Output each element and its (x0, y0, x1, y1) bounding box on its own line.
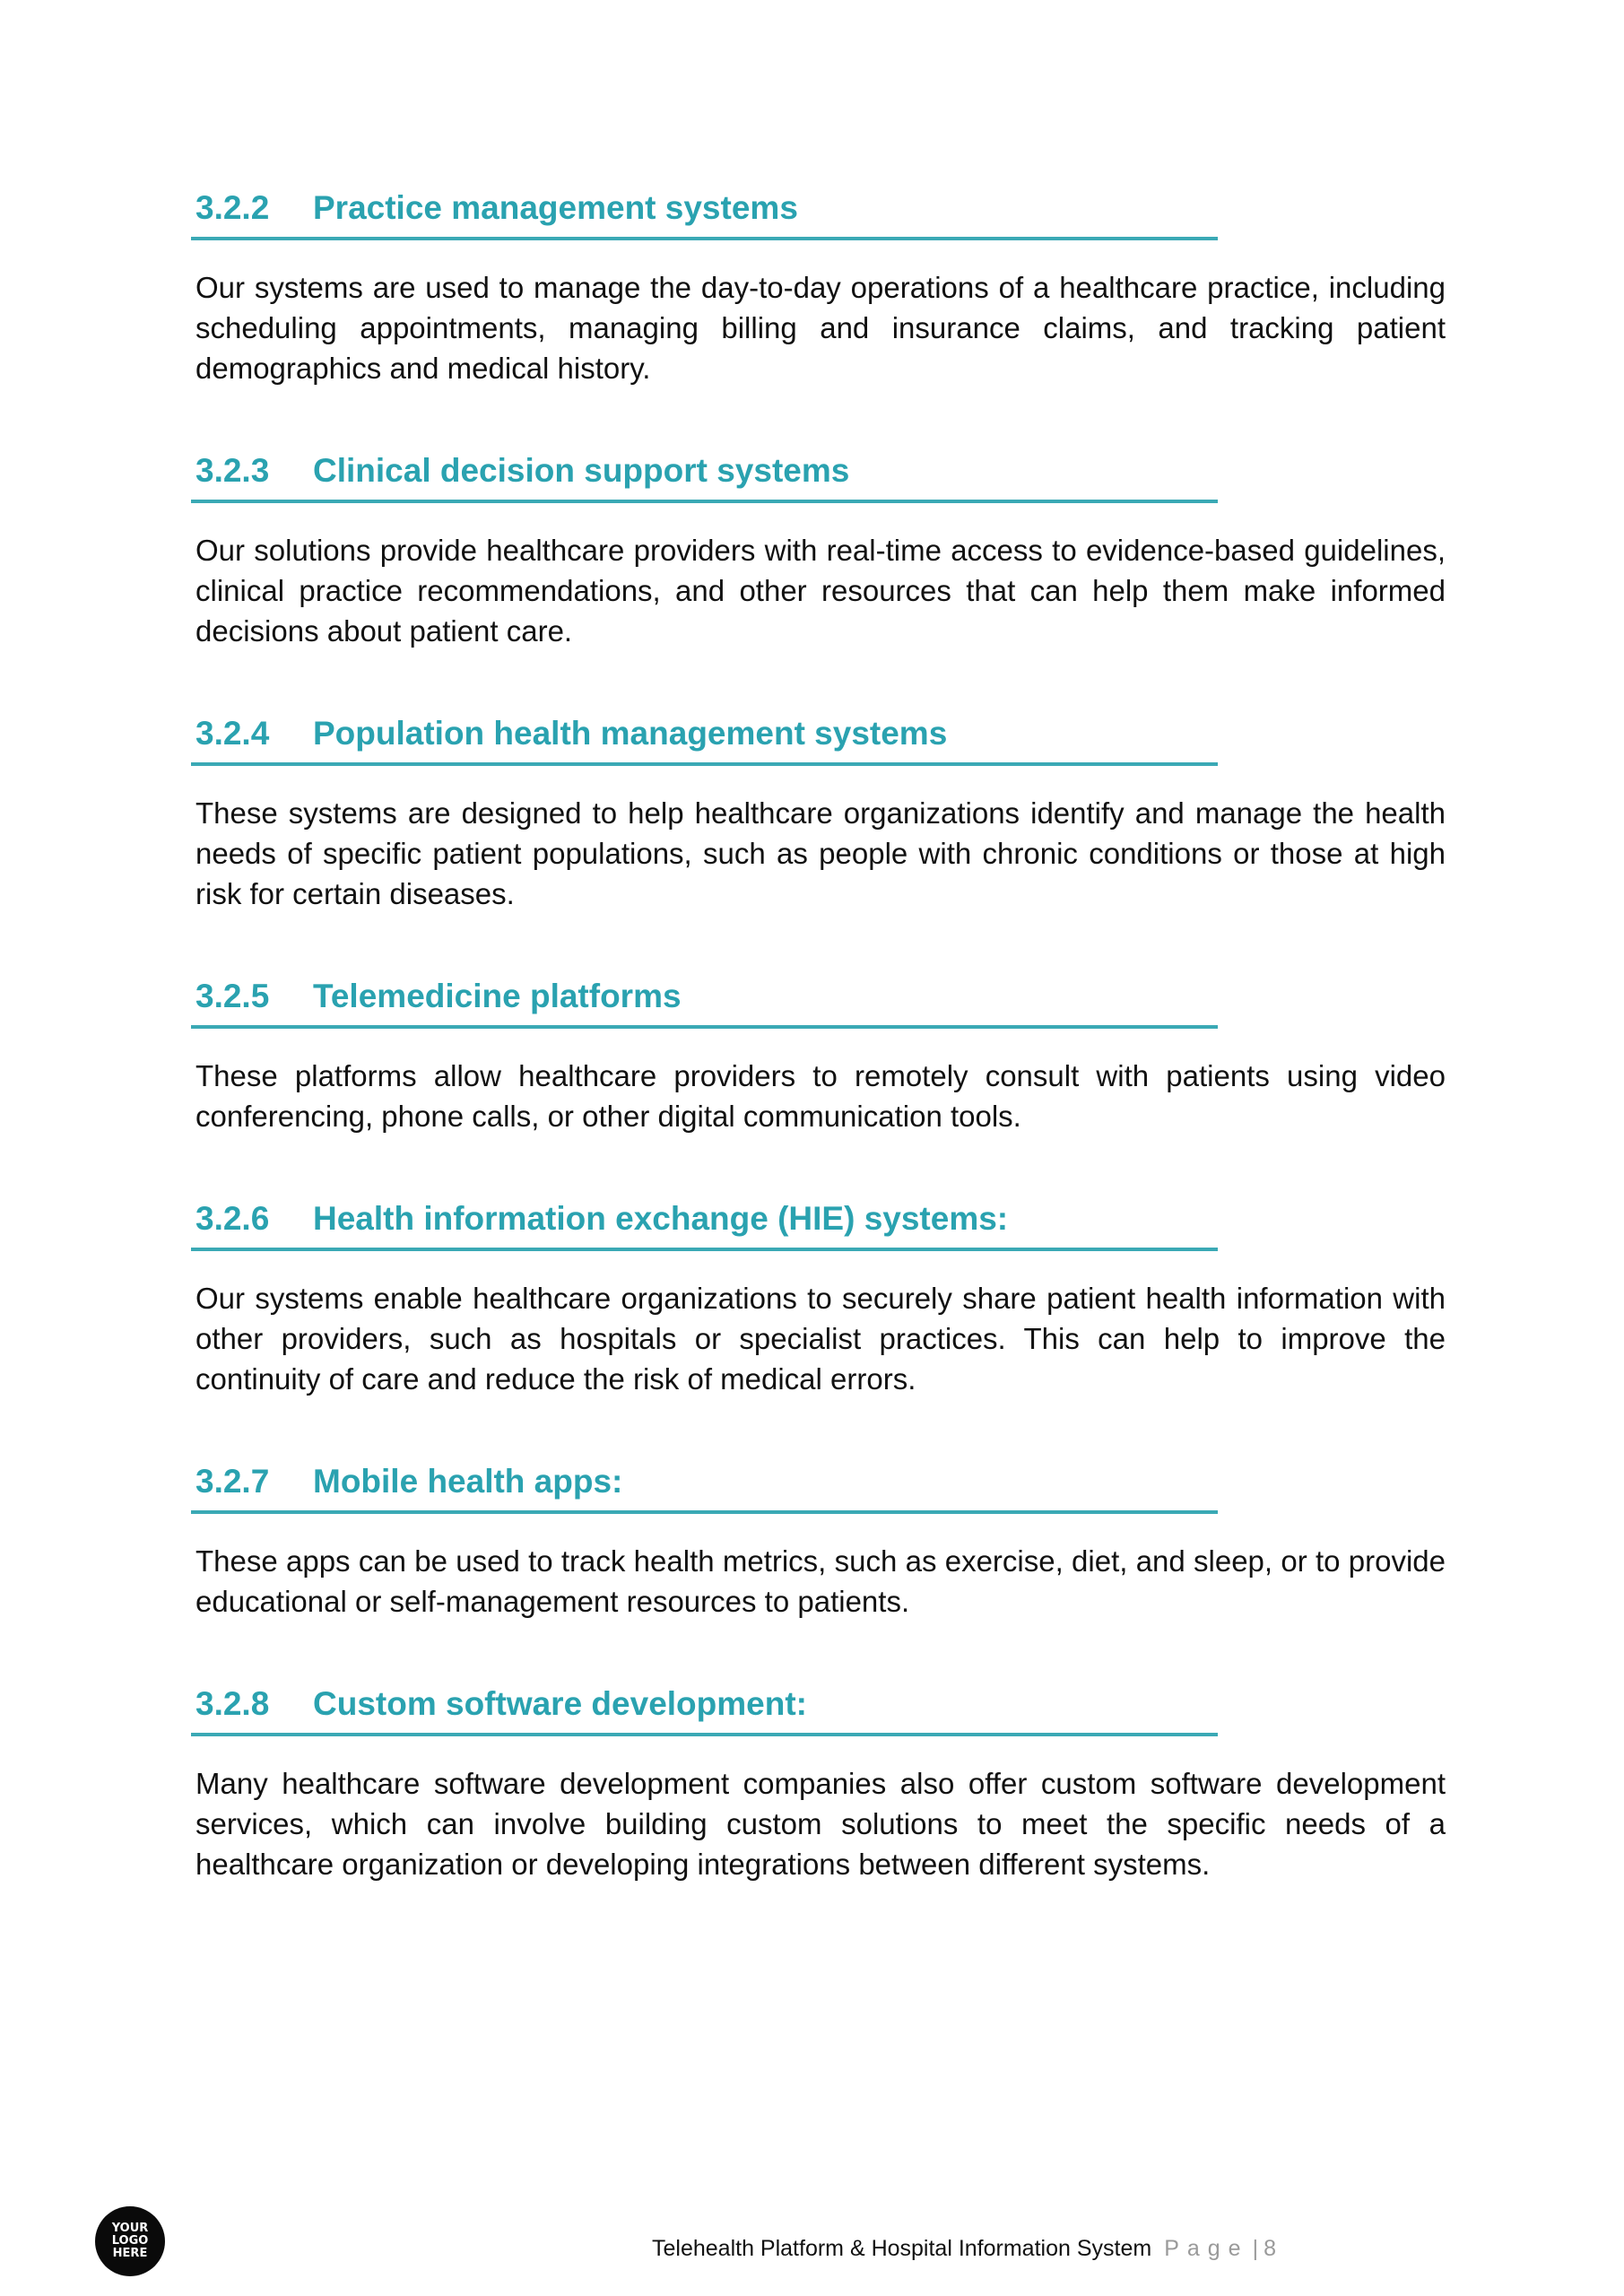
section-heading (191, 188, 1218, 240)
section-number: 3.2.3 (195, 452, 270, 489)
section-3-2-7 (195, 1462, 1446, 1622)
logo-text-line: HERE (112, 2247, 148, 2260)
section-paragraph: These apps can be used to track health metrics, such as exercise, diet, and sleep, or to provide educational or self-management resources to patients. (195, 1544, 1446, 1618)
section-title: Clinical decision support systems (313, 452, 850, 489)
section-paragraph: These systems are designed to help healthcare organizations identify and manage the health needs of specific patient populations, such as people with chronic conditions or those at high risk for certain diseases. (195, 796, 1446, 910)
section-3-2-3 (195, 451, 1446, 651)
section-heading (191, 1684, 1218, 1736)
section-heading (191, 714, 1218, 766)
section-title: Telemedicine platforms (313, 978, 682, 1014)
section-number: 3.2.7 (195, 1463, 270, 1500)
section-number: 3.2.4 (195, 715, 270, 752)
section-heading (191, 1462, 1218, 1514)
section-3-2-8 (195, 1684, 1446, 1884)
section-paragraph: Our systems are used to manage the day-to-day operations of a healthcare practice, including scheduling appointments, managing billing and insurance claims, and tracking patient demographics and medical history. (195, 271, 1446, 385)
page-number: 8 (1264, 2236, 1276, 2261)
page-body (195, 188, 1446, 1947)
section-title: Population health management systems (313, 715, 948, 752)
section-paragraph: Our systems enable healthcare organizations to securely share patient health information with other providers, such as hospitals or specialist practices. This can help to improve the continuity of care and reduce the risk of medical errors. (195, 1282, 1446, 1396)
section-title: Practice management systems (313, 189, 798, 226)
section-title: Health information exchange (HIE) systems: (313, 1200, 1009, 1237)
section-paragraph: Many healthcare software development companies also offer custom software development services, which can involve building custom solutions to meet the specific needs of a healthcare organization or developing integrations between different systems. (195, 1767, 1446, 1881)
section-3-2-5 (195, 977, 1446, 1136)
section-paragraph: Our solutions provide healthcare providers with real-time access to evidence-based guidelines, clinical practice recommendations, and other resources that can help them make informed decisions about patient care. (195, 534, 1446, 648)
section-number: 3.2.6 (195, 1200, 270, 1237)
document-title: Telehealth Platform & Hospital Information System (652, 2236, 1152, 2261)
logo-placeholder (95, 2206, 165, 2276)
section-heading (191, 451, 1218, 503)
section-heading (191, 1199, 1218, 1251)
section-3-2-2 (195, 188, 1446, 388)
footer-text (652, 2235, 1276, 2262)
logo-text-line: YOUR (111, 2222, 149, 2235)
logo-text-line: LOGO (111, 2234, 149, 2248)
section-3-2-4 (195, 714, 1446, 914)
section-number: 3.2.2 (195, 189, 270, 226)
page-label: Page (1164, 2236, 1249, 2261)
page-footer (0, 2197, 1624, 2269)
section-title: Custom software development: (313, 1685, 807, 1722)
section-3-2-6 (195, 1199, 1446, 1399)
section-title: Mobile health apps: (313, 1463, 623, 1500)
section-paragraph: These platforms allow healthcare providers to remotely consult with patients using video conferencing, phone calls, or other digital communication tools. (195, 1059, 1446, 1133)
section-heading (191, 977, 1218, 1029)
section-number: 3.2.8 (195, 1685, 270, 1722)
section-number: 3.2.5 (195, 978, 270, 1014)
page-separator: | (1252, 2236, 1259, 2261)
